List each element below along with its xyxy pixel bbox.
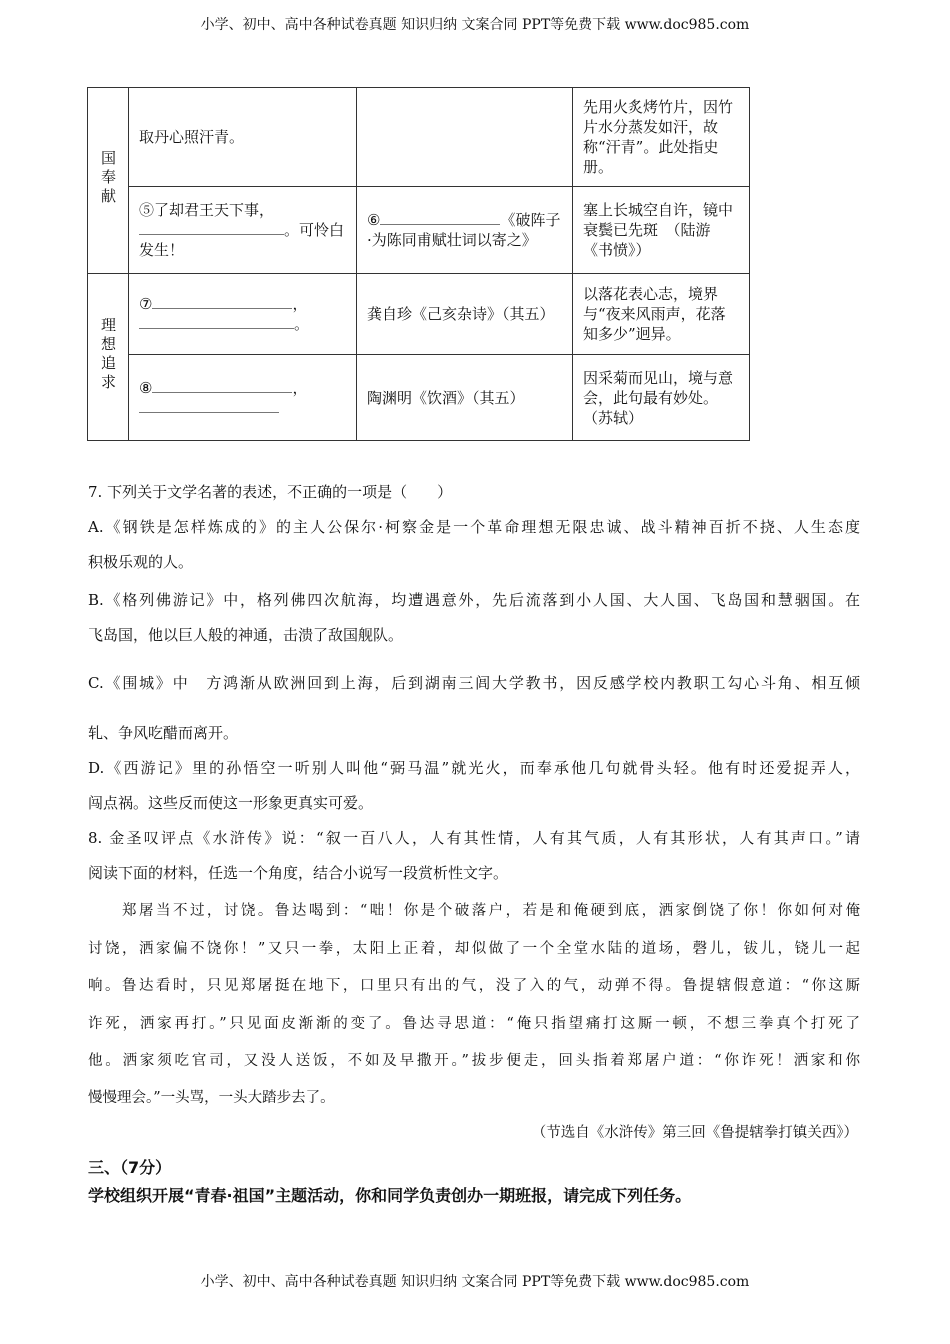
- answer-blank[interactable]: [152, 378, 292, 393]
- section-3-title: 三、（7分）: [88, 1158, 172, 1177]
- note-cell: 以落花表心志，境界与“夜来风雨声，花落知多少”迥异。: [573, 274, 750, 355]
- source-cell: [357, 88, 573, 187]
- option-d[interactable]: D.《西游记》里的孙悟空一听别人叫他“弼马温”就光火，而奉承他几句就骨头轻。他有时还爱捉弄人，: [88, 759, 860, 777]
- option-d-cont: 闯点祸。这些反而使这一形象更真实可爱。: [88, 794, 374, 812]
- passage-source: （节选自《水浒传》第三回《鲁提辖拳打镇关西》）: [531, 1125, 858, 1141]
- source-cell: ⑥ 《破阵子·为陈同甫赋壮词以寄之》: [357, 187, 573, 274]
- page-header: 小学、初中、高中各种试卷真题 知识归纳 文案合同 PPT等免费下载 www.doc985.com: [200, 17, 750, 33]
- question-7-stem: 7. 下列关于文学名著的表述，不正确的一项是（ ）: [88, 483, 453, 501]
- note-cell: 因采菊而见山，境与意会，此句最有妙处。（苏轼）: [573, 355, 750, 441]
- passage-line: 郑屠当不过，讨饶。鲁达喝到：“咄！你是个破落户，若是和俺硬到底，洒家倒饶了你！你如何对俺: [88, 903, 860, 919]
- verse-cell: 取丹心照汗青。: [129, 88, 357, 187]
- option-b-cont: 飞岛国，他以巨人般的神通，击溃了敌国舰队。: [88, 626, 404, 644]
- section-3-task: 学校组织开展“青春·祖国”主题活动，你和同学负责创办一期班报，请完成下列任务。: [88, 1186, 692, 1205]
- table-row: [88, 187, 750, 274]
- passage-line: 响。鲁达看时，只见郑屠挺在地下，口里只有出的气，没了入的气，动弹不得。鲁提辖假意道：“你这厮: [88, 978, 860, 994]
- answer-blank[interactable]: [139, 314, 294, 329]
- answer-blank[interactable]: [152, 294, 292, 309]
- passage-line: 诈死，洒家再打。”只见面皮渐渐的变了。鲁达寻思道：“俺只指望痛打这厮一顿，不想三拳真个打死了: [88, 1016, 860, 1032]
- verse-cell: ⑧ ，: [129, 355, 357, 441]
- source-cell: 龚自珍《己亥杂诗》（其五）: [357, 274, 573, 355]
- table-row: [88, 274, 750, 355]
- table-row: [88, 88, 750, 187]
- option-c-cont: 轧、争风吃醋而离开。: [88, 724, 239, 742]
- verse-cell: ⑤了却君王天下事， 。可怜白发生！: [129, 187, 357, 274]
- note-cell: 塞上长城空自许，镜中衰鬓已先斑 （陆游《书愤》）: [573, 187, 750, 274]
- option-c[interactable]: C.《围城》中 方鸿渐从欧洲回到上海，后到湖南三闾大学教书，因反感学校内教职工勾心斗角、相互倾: [88, 674, 860, 692]
- answer-blank[interactable]: [139, 398, 279, 413]
- category-cell: 国奉献: [88, 88, 129, 274]
- option-b[interactable]: B.《格列佛游记》中，格列佛四次航海，均遭遇意外，先后流落到小人国、大人国、飞岛国和慧骃国。在: [88, 591, 860, 609]
- question-8-stem: 8. 金圣叹评点《水浒传》说：“叙一百八人，人有其性情，人有其气质，人有其形状，人有其声口。”请: [88, 829, 860, 847]
- table-row: [88, 355, 750, 441]
- source-cell: 陶渊明《饮酒》（其五）: [357, 355, 573, 441]
- passage-line: 讨饶，洒家偏不饶你！”又只一拳，太阳上正着，却似做了一个全堂水陆的道场，磬儿，钹儿，铙儿一起: [88, 941, 860, 957]
- option-a-cont: 积极乐观的人。: [88, 553, 194, 571]
- verse-cell: ⑦ ， 。: [129, 274, 357, 355]
- option-a[interactable]: A.《钢铁是怎样炼成的》的主人公保尔·柯察金是一个革命理想无限忠诚、战斗精神百折不挠、人生态度: [88, 518, 860, 536]
- question-8-stem-cont: 阅读下面的材料，任选一个角度，结合小说写一段赏析性文字。: [88, 864, 509, 882]
- note-cell: 先用火炙烤竹片，因竹片水分蒸发如汗，故称“汗青”。此处指史册。: [573, 88, 750, 187]
- answer-blank[interactable]: [380, 210, 500, 225]
- poetry-table: [87, 87, 750, 441]
- passage-line: 他。洒家须吃官司，又没人送饭，不如及早撒开。”拔步便走，回头指着郑屠户道：“你诈死！洒家和你: [88, 1053, 860, 1069]
- page-footer: 小学、初中、高中各种试卷真题 知识归纳 文案合同 PPT等免费下载 www.doc985.com: [200, 1274, 750, 1290]
- answer-blank[interactable]: [139, 220, 284, 235]
- category-cell: 理想追求: [88, 274, 129, 441]
- passage-line: 慢慢理会。”一头骂，一头大踏步去了。: [88, 1090, 335, 1106]
